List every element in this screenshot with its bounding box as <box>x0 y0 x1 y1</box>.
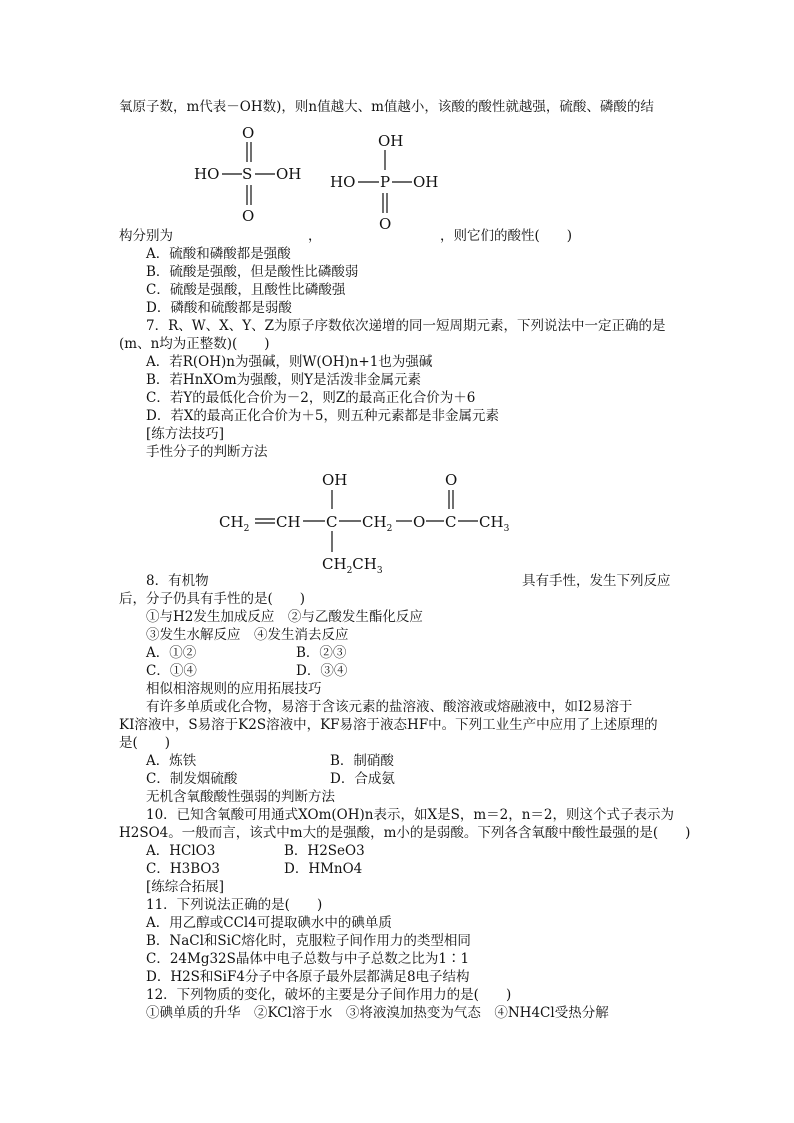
q9-option-b: B．制硝酸 <box>330 753 394 769</box>
q6-option-d: D．磷酸和硫酸都是弱酸 <box>146 300 292 316</box>
q8-option-b: B．②③ <box>296 645 347 661</box>
section-method-skills: [练方法技巧] <box>146 426 225 442</box>
text-line-2b: ， <box>308 228 322 244</box>
org-o-carbonyl: O <box>445 471 458 489</box>
org-c-carbonyl: C <box>445 513 457 531</box>
org-ch3: $CH_3$ <box>479 513 510 534</box>
q10-option-d: D．HMnO4 <box>284 861 363 877</box>
text-line-1: 氧原子数，m代表－OH数)，则n值越大、m值越小，该酸的酸性就越强，硫酸、磷酸的结 <box>119 99 654 115</box>
q10-option-b: B．H2SeO3 <box>284 843 365 859</box>
q10-stem-b: H2SO4。一般而言，该式中m大的是强酸，m小的是弱酸。下列各含氧酸中酸性最强的是( ) <box>119 825 691 841</box>
q10-option-a: A．HClO3 <box>146 843 216 859</box>
s-oh-right: OH <box>276 165 302 183</box>
q7-option-d: D．若X的最高正化合价为＋5，则五种元素都是非金属元素 <box>146 408 500 424</box>
p-o-bottom: O <box>379 215 392 233</box>
q8-stem-b: 具有手性，发生下列反应 <box>522 573 671 589</box>
q6-option-a: A．硫酸和磷酸都是强酸 <box>146 246 291 262</box>
s-ho-left: HO <box>194 165 220 183</box>
text-line-2c: ，则它们的酸性( ) <box>440 228 573 244</box>
q8-stem-c: 后，分子仍具有手性的是( ) <box>119 591 306 607</box>
q8-option-a: A．①② <box>146 645 197 661</box>
org-ch: CH <box>276 513 301 531</box>
subheading-chiral: 手性分子的判断方法 <box>146 444 268 460</box>
p-oh-top: OH <box>378 132 404 150</box>
subheading-oxoacid: 无机含氧酸酸性强弱的判断方法 <box>146 789 335 805</box>
q8-stem-a: 8．有机物 <box>146 573 209 589</box>
q8-stem-d: ①与H2发生加成反应 ②与乙酸发生酯化反应 <box>146 609 423 625</box>
q11-stem: 11．下列说法正确的是( ) <box>146 897 323 913</box>
q8-option-c: C．①④ <box>146 663 197 679</box>
section-comprehensive: [练综合拓展] <box>146 879 225 895</box>
org-o: O <box>413 513 426 531</box>
subheading-similar-dissolves: 相似相溶规则的应用拓展技巧 <box>146 681 322 697</box>
p-ho-left: HO <box>330 173 356 191</box>
s-o-top: O <box>242 124 255 142</box>
org-ethyl: $CH_2CH_3$ <box>322 555 383 576</box>
org-oh: OH <box>322 471 348 489</box>
q7-stem-2: (m、n均为正整数)( ) <box>119 336 270 352</box>
q10-option-c: C．H3BO3 <box>146 861 221 877</box>
q9-stem-a: 有许多单质或化合物，易溶于含该元素的盐溶液、酸溶液或熔融液中，如I2易溶于 <box>146 699 633 715</box>
q9-option-a: A．炼铁 <box>146 753 197 769</box>
q12-items: ①碘单质的升华 ②KCl溶于水 ③将液溴加热变为气态 ④NH4Cl受热分解 <box>146 1005 609 1021</box>
q11-option-d: D．H2S和SiF4分子中各原子最外层都满足8电子结构 <box>146 969 470 985</box>
q9-option-d: D．合成氨 <box>330 771 395 787</box>
org-c: C <box>326 513 338 531</box>
sulfuric-acid-structure <box>190 120 310 228</box>
q9-option-c: C．制发烟硫酸 <box>146 771 238 787</box>
q11-option-c: C．24Mg32S晶体中电子总数与中子总数之比为1∶1 <box>146 951 470 967</box>
q8-option-d: D．③④ <box>296 663 348 679</box>
q9-stem-b: KI溶液中，S易溶于K2S溶液中，KF易溶于液态HF中。下列工业生产中应用了上述原理的 <box>119 717 658 733</box>
p-atom: P <box>380 173 391 191</box>
p-oh-right: OH <box>413 173 439 191</box>
q10-stem-a: 10．已知含氧酸可用通式XOm(OH)n表示，如X是S，m＝2，n＝2，则这个式子表示为 <box>146 807 675 823</box>
q7-option-c: C．若Y的最低化合价为－2，则Z的最高正化合价为＋6 <box>146 390 476 406</box>
phosphoric-acid-structure <box>328 128 448 236</box>
s-atom: S <box>242 165 253 183</box>
org-ch2-b: $CH_2$ <box>362 513 393 534</box>
q6-option-c: C．硫酸是强酸，且酸性比磷酸强 <box>146 282 346 298</box>
s-o-bottom: O <box>242 207 255 225</box>
text-line-2a: 构分别为 <box>119 228 173 244</box>
org-ch2-a: $CH_2$ <box>219 513 250 534</box>
q6-option-b: B．硫酸是强酸，但是酸性比磷酸弱 <box>146 264 359 280</box>
q12-stem: 12．下列物质的变化，破坏的主要是分子间作用力的是( ) <box>146 987 512 1003</box>
q7-stem: 7．R、W、X、Y、Z为原子序数依次递增的同一短周期元素，下列说法中一定正确的是 <box>146 318 666 334</box>
q11-option-a: A．用乙醇或CCl4可提取碘水中的碘单质 <box>146 915 392 931</box>
q11-option-b: B．NaCl和SiC熔化时，克服粒子间作用力的类型相同 <box>146 933 471 949</box>
q7-option-b: B．若HnXOm为强酸，则Y是活泼非金属元素 <box>146 372 422 388</box>
q8-stem-e: ③发生水解反应 ④发生消去反应 <box>146 627 349 643</box>
q7-option-a: A．若R(OH)n为强碱，则W(OH)n+1也为强碱 <box>146 354 433 370</box>
q9-stem-c: 是( ) <box>119 735 171 751</box>
organic-structure <box>215 465 535 580</box>
